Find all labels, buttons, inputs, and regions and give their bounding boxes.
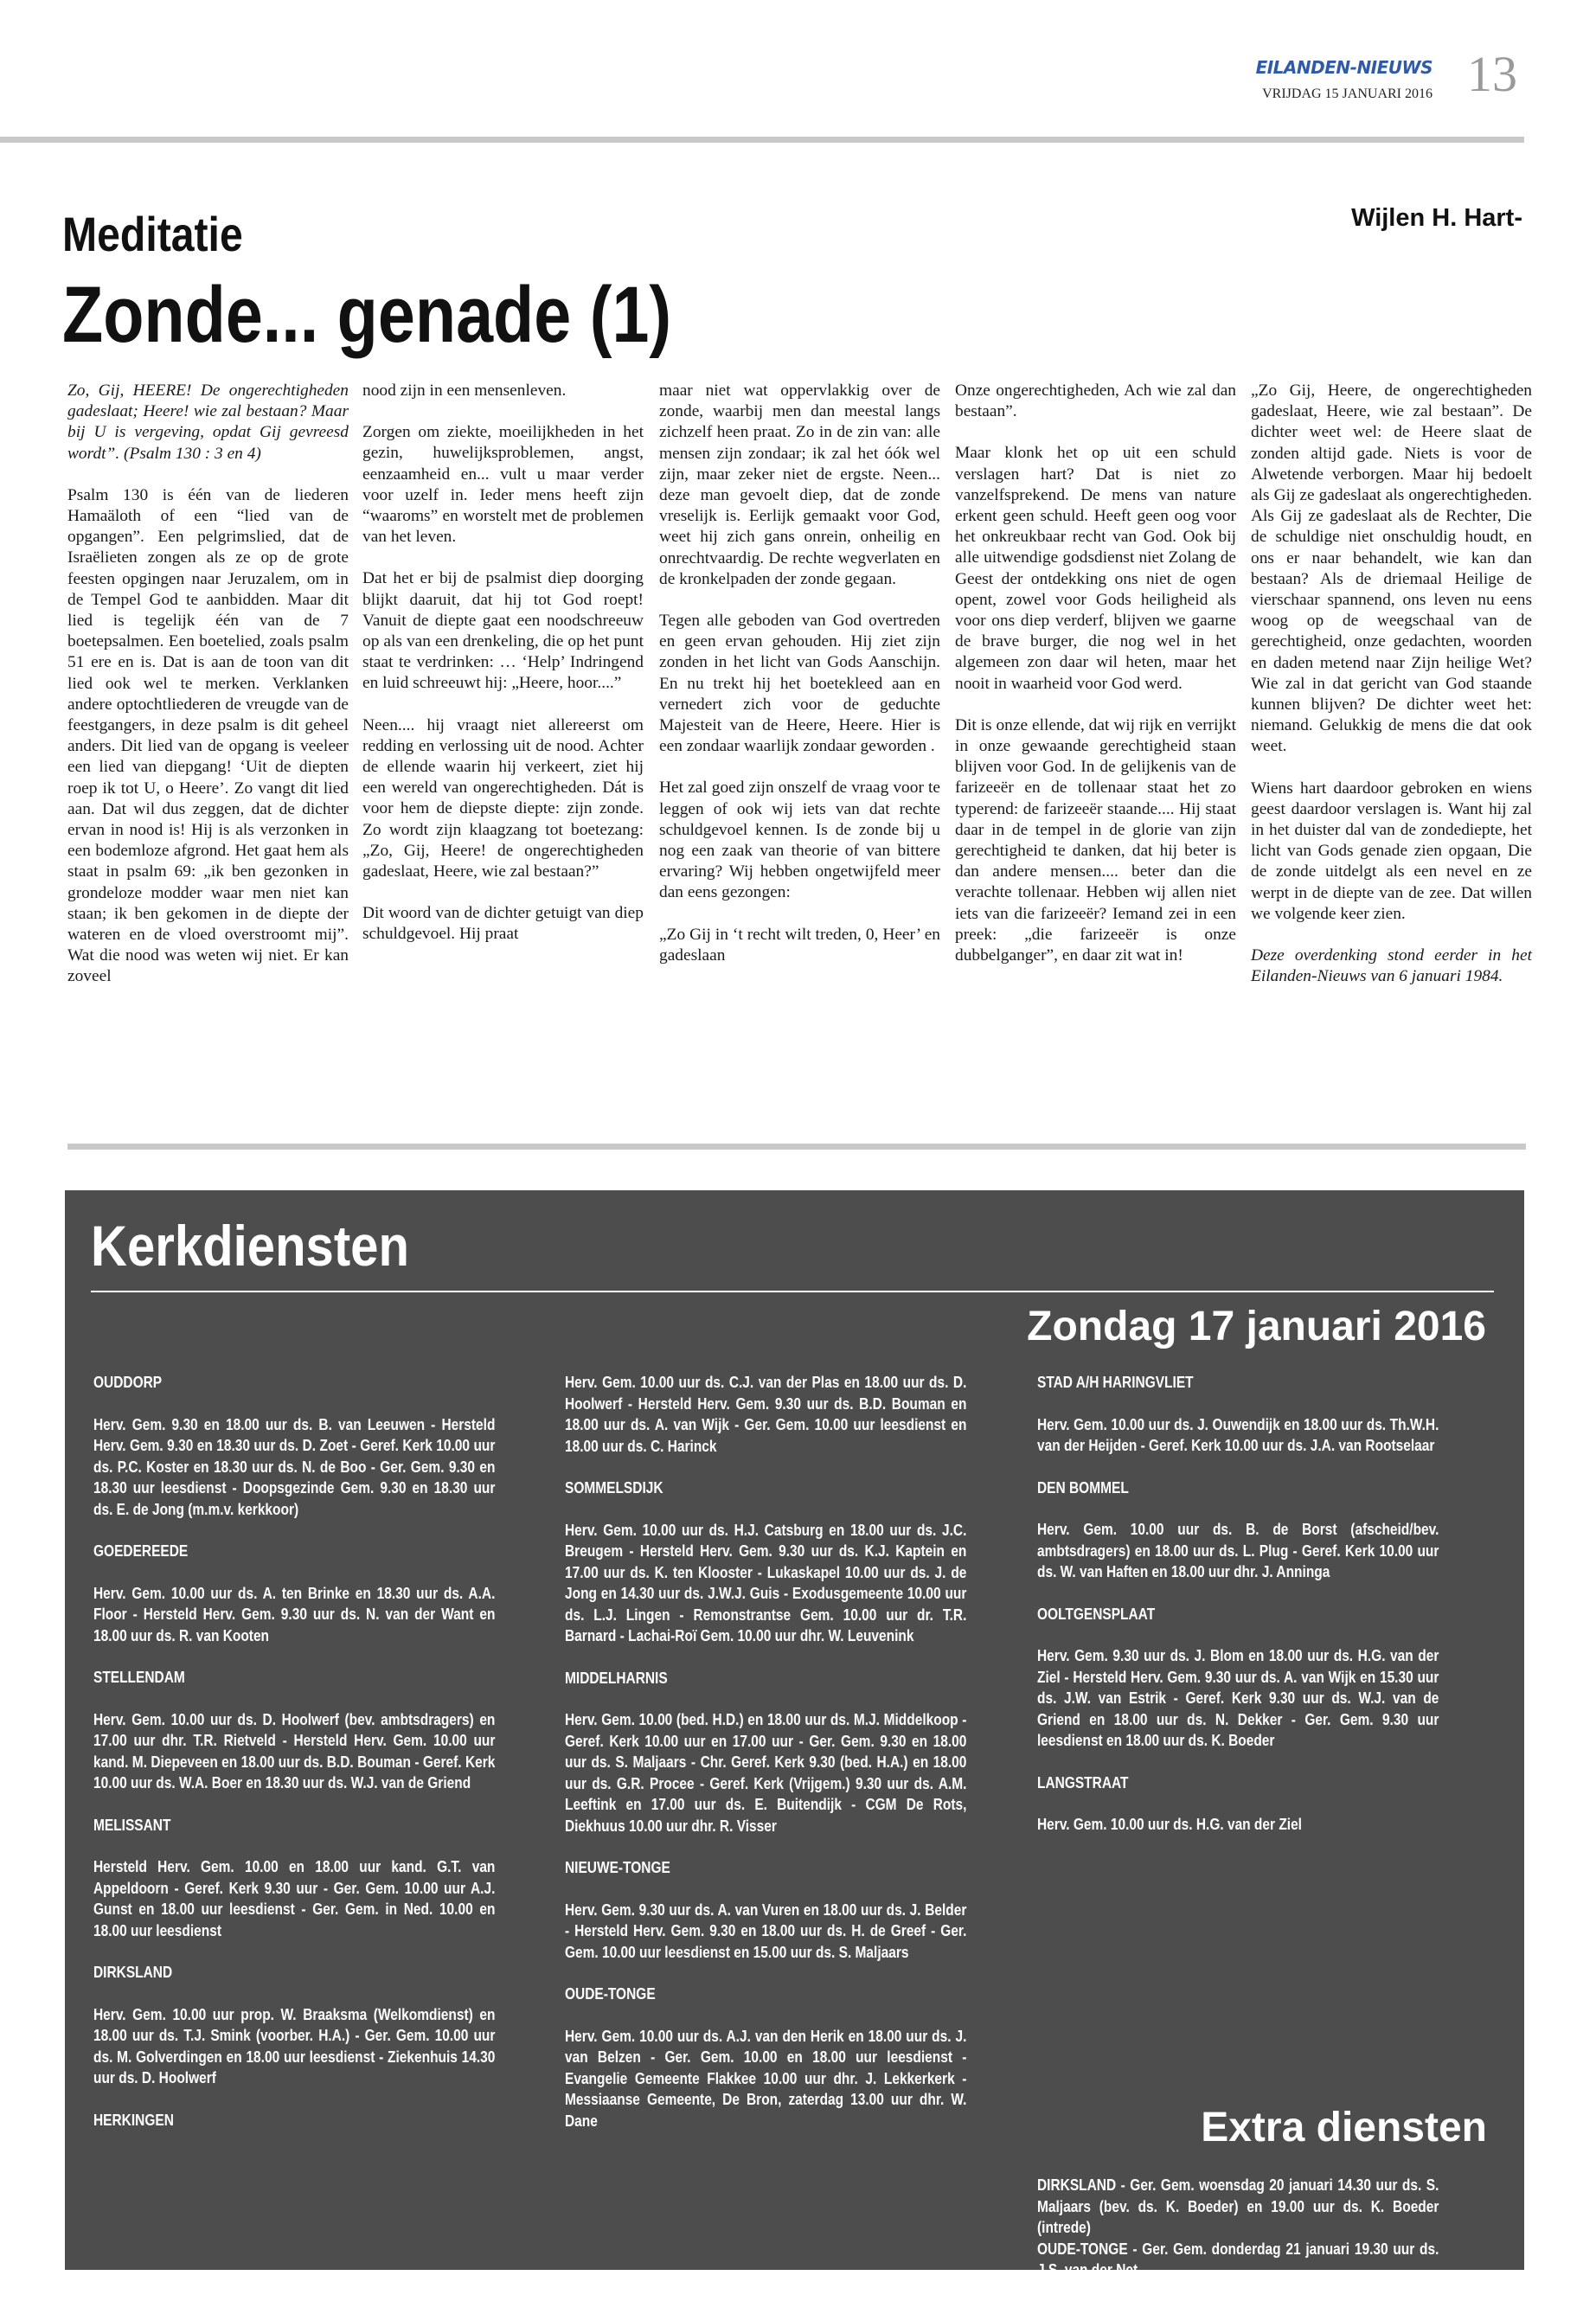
service-place-name: NIEUWE-TONGE (565, 1859, 670, 1876)
service-place-name: LANGSTRAAT (1037, 1773, 1129, 1791)
section-divider (67, 1144, 1526, 1150)
article-paragraph: nood zijn in een mensenleven. (362, 381, 567, 400)
services-date: Zondag 17 januari 2016 (1027, 1304, 1486, 1349)
service-place-name: OOLTGENSPLAAT (1037, 1605, 1156, 1623)
services-title-rule (91, 1291, 1494, 1292)
article-column-1 (67, 381, 349, 1009)
service-listing: Herv. Gem. 10.00 uur ds. A. ten Brinke en 18.30 uur ds. A.A. Floor - Hersteld Herv. Gem. 9.30 uur ds. N. van der Want en 18.00 uur ds. R. van Kooten (93, 1584, 496, 1644)
article-column-3 (659, 381, 940, 987)
article-paragraph: Dit is onze ellende, dat wij rijk en verrijkt in onze gewaande gerechtigheid staan blijven voor God. In de gelijkenis van de farizeeër en de tollenaar staat het zo typerend: de farizeeër staande.... Hij staat daar in de tempel in de glorie van zijn gerechtigheid te danken, dat hij beter is dan andere mensen.... beter dan die verachte tollenaar. Hebben wij allen niet iets van die farizeeër? Iemand zei in een preek: „die farizeeër is onze dubbelganger”, en daar zit wat in! (955, 715, 1236, 965)
service-listing: Hersteld Herv. Gem. 10.00 en 18.00 uur kand. G.T. van Appeldoorn - Geref. Kerk 9.30 uur - Ger. Gem. 10.00 uur A.J. Gunst en 18.00 uur leesdienst - Ger. Gem. in Ned. 10.00 en 18.00 uur leesdienst (93, 1858, 496, 1939)
issue-date: VRIJDAG 15 JANUARI 2016 (1262, 87, 1433, 101)
service-place-name: OUDDORP (93, 1374, 163, 1391)
service-place-name: OUDE-TONGE (565, 1985, 656, 2003)
extra-services-list (1037, 2175, 1439, 2281)
article-paragraph: Dit woord van de dichter getuigt van diep schuldgevoel. Hij praat (362, 904, 644, 944)
article-paragraph: Maar klonk het op uit een schuld verslagen hart? Dat is niet zo vanzelfsprekend. De mens van nature erkent geen schuld. Heeft geen oog voor het onkreukbaar recht van God. Ook bij alle uitwendige godsdienst niet Zolang de Geest der ontdekking ons niet de ogen opent, zowel voor Gods heiligheid als voor ons diep verderf, blijven we gaarne de brave burger, die nog wel in het algemeen zon daar wil heten, maar het nooit in waarheid voor God werd. (955, 444, 1236, 693)
service-place-name: STAD A/H HARINGVLIET (1037, 1374, 1194, 1391)
article-column-2 (362, 381, 644, 966)
article-column-4 (955, 381, 1236, 987)
article-headline: Zonde... genade (1) (62, 271, 672, 359)
section-kicker: Meditatie (62, 207, 243, 261)
service-listing: Herv. Gem. 10.00 uur ds. C.J. van der Plas en 18.00 uur ds. D. Hoolwerf - Hersteld Herv. Gem. 9.30 uur ds. B.D. Bouman en 18.00 uur ds. A. van Wijk - Ger. Gem. 10.00 uur leesdienst en 18.00 uur ds. C. Harinck (565, 1374, 967, 1455)
article-paragraph: Psalm 130 is één van de liederen Hamaäloth of een “lied van de opgangen”. Een pelgrimslied, dat de Israëlieten zongen als ze op de grote feesten opgingen naar Jeruzalem, om in de Tempel God te aanbidden. Maar dit lied is tegelijk één van de 7 boetepsalmen. Een boetelied, zoals psalm 51 ere en is. Dat is aan de toon van dit lied ook wel te merken. Verklanken andere optochtliederen de vreugde van de feestgangers, in deze psalm is dit geheel anders. Dit lied van de opgang is veeleer een lied van diepgang! ‘Uit de diepten roep ik tot U, o Heere’. Zo vangt dit lied aan. Dat wil dus zeggen, dat de dichter ervan in nood is! Hij is als verzonken in een bodemloze afgrond. Het gaat hem als staat in psalm 69: „ik ben gezonken in grondeloze modder waar men niet kan staan; ik ben gekomen in de diepte der wateren en de vloed overstroomt mij”. Wat die nood was weten wij niet. Er kan zoveel (67, 485, 349, 986)
article-paragraph: maar niet wat oppervlakkig over de zonde, waarbij men dan meestal langs zichzelf heen praat. Zo in de zin van: alle mensen zijn zondaar; ik zal het óók wel zijn, maar zeker niet de ergste. Neen... deze man gevoelt diep, dat de zonde vreselijk is. Eerlijk gemaakt voor God, weet hij zich gans onrein, onheilig en onrechtvaardig. De rechte wegverlaten en de kronkelpaden der zonde gegaan. (659, 381, 940, 588)
service-place-name: HERKINGEN (93, 2111, 174, 2129)
service-listing: Herv. Gem. 10.00 (bed. H.D.) en 18.00 uur ds. M.J. Middelkoop - Geref. Kerk 10.00 uur en 17.00 uur - Ger. Gem. 9.30 en 18.00 uur ds. S. Maljaars - Chr. Geref. Kerk 9.30 (bed. H.A.) en 18.00 uur ds. G.R. Procee - Geref. Kerk (Vrijgem.) 9.30 uur ds. A.M. Leeftink en 17.00 uur ds. E. Buitendijk - CGM De Rots, Diekhuus 10.00 uur dhr. R. Visser (565, 1711, 967, 1835)
service-place-name: MELISSANT (93, 1816, 171, 1834)
newspaper-logo: EILANDEN-NIEUWS (1255, 57, 1433, 78)
article-paragraph: Zorgen om ziekte, moeilijkheden in het gezin, huwelijksproblemen, angst, eenzaamheid en... vult u maar verder voor uzelf in. Ieder mens heeft zijn “waaroms” en worstelt met de problemen van het leven. (362, 423, 644, 547)
service-place-name: STELLENDAM (93, 1669, 185, 1686)
service-listing: Herv. Gem. 10.00 uur prop. W. Braaksma (Welkomdienst) en 18.00 uur ds. T.J. Smink (voorber. H.A.) - Ger. Gem. 10.00 uur ds. M. Golverdingen en 18.00 uur leesdienst - Ziekenhuis 14.30 uur ds. D. Hoolwerf (93, 2005, 496, 2086)
service-listing: Herv. Gem. 9.30 en 18.00 uur ds. B. van Leeuwen - Hersteld Herv. Gem. 9.30 en 18.30 uur ds. D. Zoet - Geref. Kerk 10.00 uur ds. P.C. Koster en 18.30 uur ds. N. de Boo - Ger. Gem. 9.30 en 18.30 uur leesdienst - Doopsgezinde Gem. 9.30 en 18.30 uur ds. E. de Jong (m.m.v. kerkkoor) (93, 1415, 496, 1518)
service-listing: Herv. Gem. 9.30 uur ds. J. Blom en 18.00 uur ds. H.G. van der Ziel - Hersteld Herv. Gem. 9.30 uur ds. A. van Wijk en 15.30 uur ds. J.W. van Estrik - Geref. Kerk 9.30 uur ds. W.J. van de Griend en 18.00 uur ds. N. Dekker - Ger. Gem. 9.30 uur leesdienst en 18.00 uur ds. K. Boeder (1037, 1647, 1439, 1749)
article-paragraph: Het zal goed zijn onszelf de vraag voor te leggen of ook wij iets van dat rechte schuldgevoel kennen. Is de zonde bij u nog een zaak van theorie of van bittere ervaring? Wij hebben ongetwijfeld meer dan eens gezongen: (659, 779, 940, 902)
extra-service-item: OUDE-TONGE - Ger. Gem. donderdag 21 januari 19.30 uur ds. J.S. van der Net (1037, 2240, 1439, 2279)
article-paragraph: „Zo Gij, Heere, de ongerechtigheden gadeslaat, Heere, wie zal bestaan”. De dichter weet wel: de Heere slaat de zonden altijd gade. Niets is voor de Alwetende verborgen. Maar hij bedoelt als Gij ze gadeslaat als ongerechtigheden. Als Gij ze gadeslaat als de Rechter, Die de schuldige niet onschuldig houdt, en ons er naar behandelt, wie kan dan bestaan? Als de driemaal Heilige de vierschaar spannend, ons leven nu eens woog op de weegschaal van de gerechtigheid, onze gedachten, woorden en daden metend naar Zijn heilige Wet? Wie zal in dat gericht van God staande kunnen blijven? De dichter weet het: niemand. Gelukkig de mens die dat ook weet. (1251, 381, 1532, 756)
service-listing: Herv. Gem. 10.00 uur ds. H.G. van der Ziel (1037, 1816, 1302, 1833)
article-paragraph: Zo, Gij, HEERE! De ongerechtigheden gadeslaat; Heere! wie zal bestaan? Maar bij U is vergeving, opdat Gij gevreesd wordt”. (Psalm 130 : 3 en 4) (67, 381, 349, 463)
article-paragraph: Onze ongerechtigheden, Ach wie zal dan bestaan”. (955, 381, 1236, 421)
article-paragraph: Dat het er bij de psalmist diep doorging blijkt daaruit, dat hij tot God roept! Vanuit de diepte gaat een noodschreeuw op als van een drenkeling, die op het punt staat te verdrinken: … ‘Help’ Indringend en luid schreeuwt hij: „Heere, hoor....” (362, 569, 644, 693)
services-title: Kerkdiensten (91, 1214, 409, 1278)
service-place-name: DEN BOMMEL (1037, 1478, 1129, 1497)
extra-service-item: DIRKSLAND - Ger. Gem. woensdag 20 januari 14.30 uur ds. S. Maljaars (bev. ds. K. Boeder) en 19.00 uur ds. K. Boeder (intrede) (1037, 2176, 1439, 2236)
service-place-name: GOEDEREEDE (93, 1542, 189, 1560)
article-paragraph: Neen.... hij vraagt niet allereerst om redding en verlossing uit de nood. Achter de ellende waarin hij verkeert, ziet hij een wereld van ongerechtigheden. Dát is voor hem de diepste diepte: zijn zonde. Zo wordt zijn klaagzang tot boetezang: „Zo, Gij, Heere! de ongerechtigheden gadeslaat, Heere, wie zal bestaan?” (362, 715, 644, 881)
page-number: 13 (1467, 46, 1517, 102)
article-paragraph: Deze overdenking stond eerder in het Eilanden-Nieuws van 6 januari 1984. (1251, 946, 1532, 986)
masthead (0, 0, 1596, 138)
service-place-name: DIRKSLAND (93, 1964, 173, 1981)
article-column-5 (1251, 381, 1532, 1008)
service-place-name: SOMMELSDIJK (565, 1479, 663, 1497)
church-services-box (65, 1190, 1524, 2279)
service-place-name: MIDDELHARNIS (565, 1669, 668, 1687)
service-listing: Herv. Gem. 10.00 uur ds. H.J. Catsburg en 18.00 uur ds. J.C. Breugem - Hersteld Herv. Gem. 9.30 uur ds. K.J. Kaptein en 17.00 uur ds. K. ten Klooster - Lukaskapel 10.00 uur ds. J. de Jong en 14.30 uur ds. J.W.J. Guis - Exodusgemeente 10.00 uur ds. L.J. Lingen - Remonstrantse Gem. 10.00 uur dr. T.R. Barnard - Lachai-Roï Gem. 10.00 uur dhr. W. Leuvenink (565, 1521, 967, 1644)
article-byline: Wijlen H. Hart- (1351, 204, 1522, 232)
services-column-1 (93, 1372, 495, 2151)
service-listing: Herv. Gem. 10.00 uur ds. A.J. van den Herik en 18.00 uur ds. J. van Belzen - Ger. Gem. 10.00 en 18.00 uur leesdienst - Evangelie Gemeente Flakkee 10.00 uur dhr. J. Lekkerkerk - Messiaanse Gemeente, De Bron, zaterdag 13.00 uur dhr. W. Dane (565, 2027, 967, 2130)
article-paragraph: Wiens hart daardoor gebroken en wiens geest daardoor verslagen is. Want hij zal in het duister dal van de zondediepte, het licht van Gods genade zien opgaan, Die de zonde uitdelgt als een nevel en ze werpt in de diepte van de zee. Dat willen we volgende keer zien. (1251, 779, 1532, 923)
service-listing: Herv. Gem. 10.00 uur ds. J. Ouwendijk en 18.00 uur ds. Th.W.H. van der Heijden - Geref. Kerk 10.00 uur ds. J.A. van Rootselaar (1037, 1415, 1439, 1454)
top-divider (0, 137, 1524, 143)
services-column-3 (1037, 1372, 1439, 1856)
service-listing: Herv. Gem. 9.30 uur ds. A. van Vuren en 18.00 uur ds. J. Belder - Hersteld Herv. Gem. 9.30 en 18.00 uur ds. H. de Greef - Ger. Gem. 10.00 uur leesdienst en 15.00 uur ds. S. Maljaars (565, 1900, 967, 1961)
service-listing: Herv. Gem. 10.00 uur ds. B. de Borst (afscheid/bev. ambtsdragers) en 18.00 uur ds. L. Plug - Geref. Kerk 10.00 uur ds. W. van Haften en 18.00 uur dhr. J. Anninga (1037, 1521, 1439, 1580)
article-paragraph: Tegen alle geboden van God overtreden en geen ervan gehouden. Hij ziet zijn zonden in het licht van Gods Aanschijn. En nu trekt hij het boetekleed aan en vernedert zich voor de geduchte Majesteit van de Heere, Heere. Hier is een zondaar waarlijk zondaar geworden . (659, 612, 940, 756)
services-column-2 (565, 1372, 966, 2152)
service-listing: Herv. Gem. 10.00 uur ds. D. Hoolwerf (bev. ambtsdragers) en 17.00 uur dhr. T.R. Rietveld - Hersteld Herv. Gem. 10.00 uur kand. M. Diepeveen en 18.00 uur ds. B.D. Bouman - Geref. Kerk 10.00 uur ds. W.A. Boer en 18.30 uur ds. W.J. van de Griend (93, 1710, 496, 1791)
article-paragraph: „Zo Gij in ‘t recht wilt treden, 0, Heer’ en gadeslaan (659, 925, 940, 965)
extra-services-title: Extra diensten (1201, 2105, 1487, 2150)
